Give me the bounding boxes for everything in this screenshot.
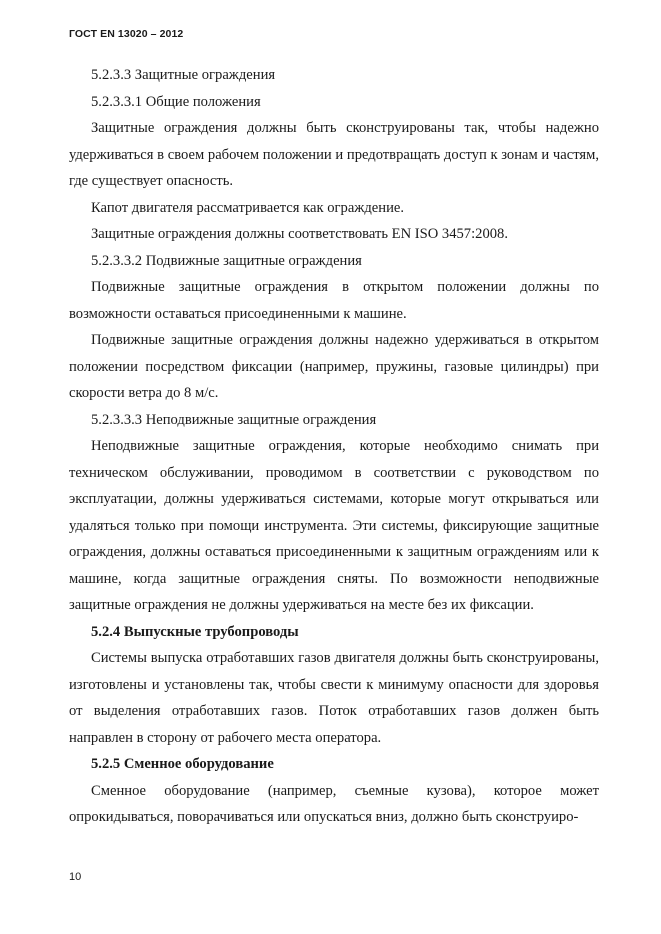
section-heading-5-2-5: 5.2.5 Сменное оборудование [91,756,274,772]
document-body [69,62,599,831]
paragraph: Подвижные защитные ограждения должны надежно удерживаться в открытом положении посредством фиксации (например, пружины, газовые цилиндры) при скорости ветра до 8 м/с. [69,332,599,401]
section-title-5-2-3-3: 5.2.3.3 Защитные ограждения [91,67,276,83]
paragraph: Защитные ограждения должны быть сконструированы так, чтобы надежно удерживаться в своем рабочем положении и предотвращать доступ к зонам и частям, где существует опасность. [69,120,599,189]
section-title-5-2-3-3-2: 5.2.3.3.2 Подвижные защитные ограждения [91,252,362,269]
paragraph: Неподвижные защитные ограждения, которые необходимо снимать при техническом обслуживании, проводимом в соответствии с руководством по эксплуатации, должны удерживаться системами, которые могут открываться или удаляться только при помощи инструмента. Эти системы, фиксирующие защитные ограждения, должны оставаться присоединенными к защитным ограждениям или к машине, когда защитные ограждения сняты. По возможности неподвижные защитные ограждения не должны удерживаться на месте без их фиксации. [69,438,599,613]
paragraph: Капот двигателя рассматривается как ограждение. [91,199,405,216]
paragraph: Системы выпуска отработавших газов двигателя должны быть сконструированы, изготовлены и установлены так, чтобы свести к минимуму опасности для здоровья от выделения отработавших газов. Поток отработавших газов должен быть направлен в сторону от рабочего места оператора. [69,650,599,746]
section-title-5-2-3-3-1: 5.2.3.3.1 Общие положения [91,93,261,110]
paragraph: Подвижные защитные ограждения в открытом положении должны по возможности оставаться присоединенными к машине. [69,279,599,322]
document-header: ГОСТ EN 13020 – 2012 [69,28,184,40]
paragraph: Сменное оборудование (например, съемные кузова), которое может опрокидываться, поворачиваться или опускаться вниз, должно быть сконструиро- [69,782,599,825]
paragraph: Защитные ограждения должны соответствовать EN ISO 3457:2008. [91,226,508,242]
section-title-5-2-3-3-3: 5.2.3.3.3 Неподвижные защитные ограждения [91,411,377,428]
page-number: 10 [69,871,82,883]
section-heading-5-2-4: 5.2.4 Выпускные трубопроводы [91,623,299,640]
